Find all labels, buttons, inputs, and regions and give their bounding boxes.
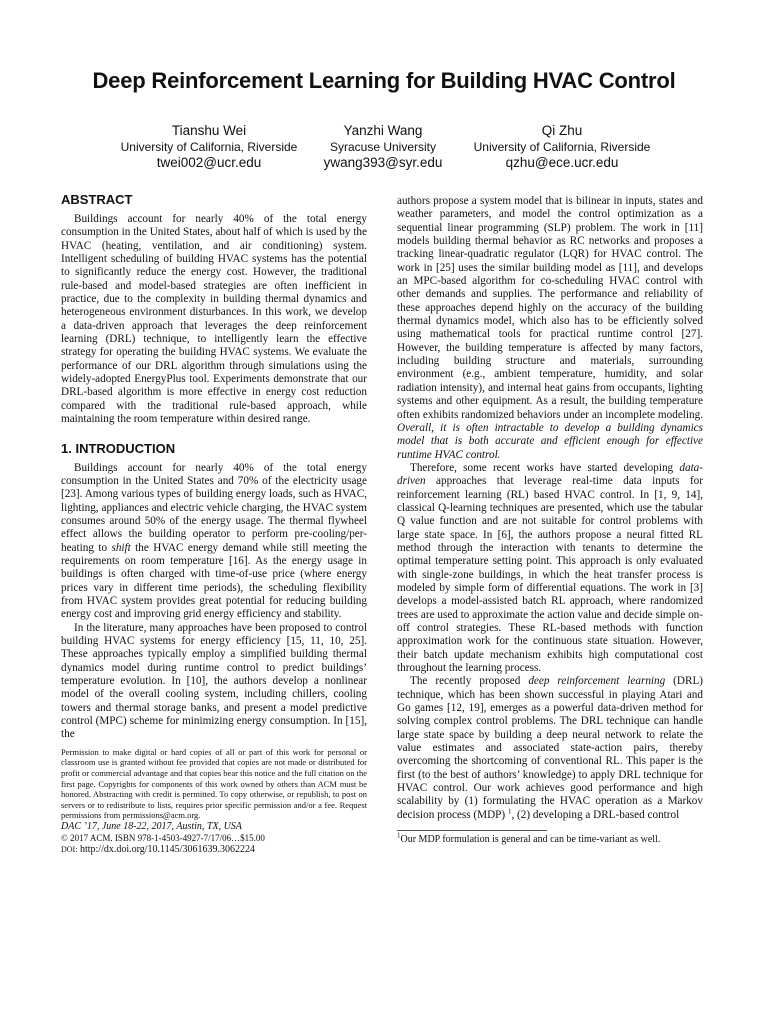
author-block	[467, 122, 657, 172]
text-run: the HVAC energy demand while still meeting the requirements on room temperature [16]. As the energy usage in buildings is often charged with time-of-use price (where energy prices vary in different time periods), the scheduling flexibility from HVAC system provides great potential for reducing building energy cost and improving grid energy efficiency and stability.	[61, 541, 367, 621]
intro-paragraph	[61, 462, 367, 622]
body-paragraph	[397, 462, 703, 676]
doi-label: DOI:	[61, 845, 78, 855]
abstract-heading: ABSTRACT	[61, 192, 133, 207]
copyright-line: © 2017 ACM. ISBN 978-1-4503-4927-7/17/06…$15.00	[61, 832, 265, 843]
text-run: authors propose a system model that is bilinear in inputs, states and weather parameters, and model the control optimization as a sequential linear programming (SLP) problem. The work in [11] models building thermal behavior as RC networks and proposes a tracking linear-quadratic regulator (LQR) for HVAC control. The work in [25] uses the similar building model as [11], and develops an MPC-based algorithm for co-scheduling HVAC control with other demands and supplies. The performance and reliability of these approaches depend highly on the accuracy of the building thermal dynamics model, which also has to be efficiently solved using mathematical tools for practical runtime control [27]. However, the building temperature is affected by many factors, including building structure and materials, surrounding environment (e.g., ambient temperature, humidity, and solar radiation intensity), and internal heat gains from occupants, lighting systems and other equipment. As a result, the building temperature often exhibits randomized behaviors under an incomplete modeling.	[397, 195, 703, 421]
left-column	[61, 192, 367, 856]
author-affiliation: University of California, Riverside	[473, 140, 651, 154]
author-email: twei002@ucr.edu	[156, 155, 262, 170]
author-name: Qi Zhu	[541, 123, 583, 138]
footnote-text: Our MDP formulation is general and can be time-variant as well.	[400, 834, 661, 846]
author-email: qzhu@ece.ucr.edu	[505, 155, 619, 170]
abstract-text: Buildings account for nearly 40% of the total energy consumption in the United States, about half of which is used by the HVAC (heating, ventilation, and air conditioning) system. Intelligent scheduling of building HVAC systems has the potential to significantly reduce the energy cost. However, the traditional rule-based and model-based strategies are often inefficient in practice, due to the complexity in building thermal dynamics and heterogeneous environment disturbances. In this work, we develop a data-driven approach that leverages the deep reinforcement learning (DRL) technique, to intelligently learn the effective strategy for operating the building HVAC systems. We evaluate the performance of our DRL algorithm through simulations using the widely-adopted EnergyPlus tool. Experiments demonstrate that our DRL-based algorithm is more effective in energy cost reduction compared with the traditional rule-based approach, while maintaining the room temperature within desired range.	[61, 213, 367, 426]
author-affiliation: University of California, Riverside	[120, 140, 298, 154]
emphasis-text: Overall, it is often intractable to develop a building dynamics model that is both accurate and efficient enough for effective runtime HVAC control.	[397, 421, 703, 461]
intro-heading: 1. INTRODUCTION	[61, 440, 176, 456]
author-affiliation: Syracuse University	[329, 140, 437, 154]
text-run: , (2) developing a DRL-based control	[511, 808, 680, 821]
doi-line	[61, 844, 367, 856]
text-run: Therefore, some recent works have started developing	[410, 461, 680, 474]
text-run: Buildings account for nearly 40% of the total energy consumption in the United States and 70% of the electricity usage [23]. Among various types of building energy loads, such as HVAC, lighting, appliances and electric vehicle charging, the HVAC system consumes around 50% of the energy usage. The thermal flywheel effect allows the building operator to perform pre-cooling/per-heating to	[61, 461, 367, 554]
footnote-ref: 1	[507, 807, 512, 816]
author-name: Yanzhi Wang	[343, 123, 423, 138]
intro-paragraph: In the literature, many approaches have been proposed to control building HVAC systems for energy efficiency [15, 11, 10, 25]. These approaches typically employ a simplified building thermal dynamics model during runtime control to predict buildings’ temperature evolution. In [10], the authors develop a nonlinear model of the overall cooling system, including chillers, cooling towers and thermal storage banks, and present a model predictive control (MPC) scheme for minimizing energy consumption. In [15], the	[61, 621, 367, 741]
emphasis-text: deep reinforcement learning	[528, 675, 666, 688]
body-paragraph	[397, 195, 703, 462]
footnote-divider	[397, 830, 547, 831]
footnote	[397, 831, 703, 846]
footnote-mark: 1	[397, 831, 401, 840]
emphasis-text: data-driven	[397, 461, 703, 488]
emphasis-text: shift	[111, 541, 131, 554]
permission-notice: Permission to make digital or hard copies of all or part of this work for personal or classroom use is granted without fee provided that copies are not made or distributed for profit or commercial advantage and that copies bear this notice and the full citation on the first page. Copyrights for components of this work owned by others than ACM must be honored. Abstracting with credit is permitted. To copy otherwise, or republish, to post on servers or to redistribute to lists, requires prior specific permission and/or a fee. Request permissions from permissions@acm.org.	[61, 746, 367, 821]
body-paragraph	[397, 675, 703, 822]
doi-link[interactable]: http://dx.doi.org/10.1145/3061639.3062224	[79, 844, 255, 856]
paper-title: Deep Reinforcement Learning for Building HVAC Control	[92, 68, 676, 93]
right-column	[397, 195, 703, 846]
author-email: ywang393@syr.edu	[323, 155, 443, 170]
text-run: approaches that leverage real-time data inputs for reinforcement learning (RL) based HVAC control. In [1, 9, 14], classical Q-learning techniques are presented, which use the tabular Q value function and are not suitable for control problems with large state space. In [6], the authors propose a neural fitted RL method through the interaction with tenants to determine the optimal temperature setting point. This approach is only evaluated with single-zone buildings, in which the heat transfer process is modeled by simple form of differential equations. The work in [3] develops a model-assisted batch RL approach, where randomized trees are used to approximate the action value and decide simple on-off control strategies. These RL-based methods with function approximation work for the continuous state situation. However, their batch update mechanism exhibits high computational cost throughout the learning process.	[397, 475, 703, 675]
author-block	[288, 122, 478, 172]
author-block	[114, 122, 304, 172]
text-run: The recently proposed	[410, 675, 529, 688]
author-name: Tianshu Wei	[171, 123, 247, 138]
venue-line: DAC ’17, June 18-22, 2017, Austin, TX, USA	[61, 820, 242, 832]
text-run: (DRL) technique, which has been shown successful in playing Atari and Go games [12, 19], emerges as a powerful data-driven method for solving complex control problems. The DRL technique can handle large state space by building a deep neural network to relate the value estimates and associated state-action pairs, thereby overcoming the shortcoming of conventional RL. This paper is the first (to the best of authors’ knowledge) to apply DRL technique for HVAC control. Our work achieves good performance and high scalability by (1) formulating the HVAC operation as a Markov decision process (MDP)	[397, 675, 704, 821]
